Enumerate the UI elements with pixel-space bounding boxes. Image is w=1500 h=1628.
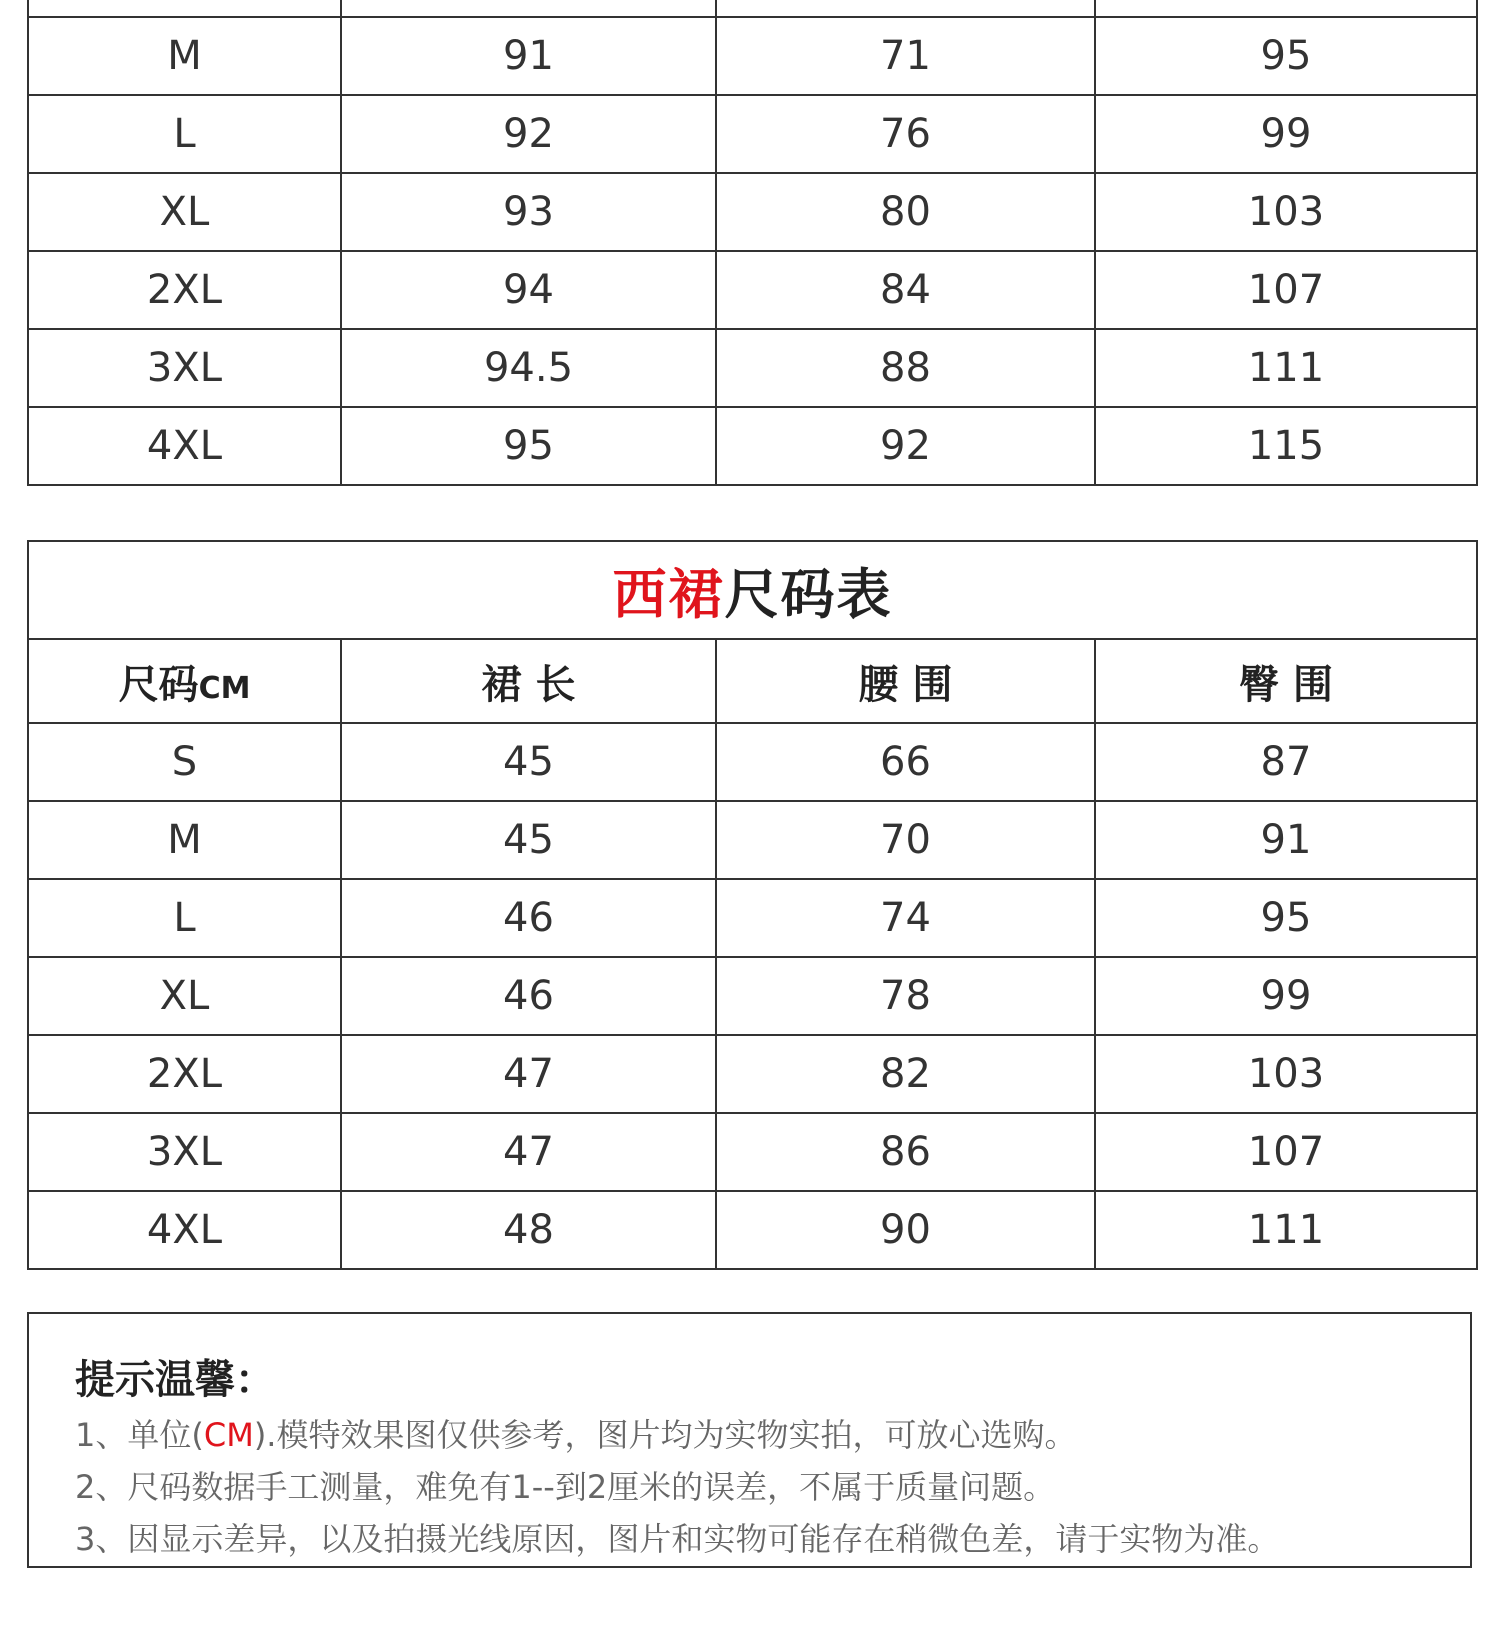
value-cell: 92 (716, 407, 1095, 485)
size-cell: M (28, 17, 341, 95)
hip-cell: 87 (1095, 723, 1477, 801)
value-cell: 115 (1095, 407, 1477, 485)
size-cell: 3XL (28, 329, 341, 407)
table-header-row (28, 639, 1477, 723)
value-cell: 95 (1095, 17, 1477, 95)
table-row (28, 957, 1477, 1035)
table-row (28, 723, 1477, 801)
size-cell: 4XL (28, 1191, 341, 1269)
hip-cell: 111 (1095, 1191, 1477, 1269)
value-cell: 111 (1095, 329, 1477, 407)
length-cell: 45 (341, 801, 716, 879)
value-cell: 94.5 (341, 329, 716, 407)
table-row (28, 173, 1477, 251)
table-row (28, 407, 1477, 485)
skirt-size-table (27, 540, 1478, 1270)
table-title-row (28, 541, 1477, 639)
size-cell: 2XL (28, 251, 341, 329)
value-cell: 84 (716, 251, 1095, 329)
size-cell: L (28, 879, 341, 957)
waist-cell: 78 (716, 957, 1095, 1035)
hip-cell: 91 (1095, 801, 1477, 879)
length-cell: 46 (341, 879, 716, 957)
table-row (28, 251, 1477, 329)
waist-cell: 70 (716, 801, 1095, 879)
header-length: 裙 长 (341, 639, 716, 723)
value-cell: 91 (341, 17, 716, 95)
value-cell: 92 (341, 95, 716, 173)
length-cell: 46 (341, 957, 716, 1035)
hip-cell: 107 (1095, 1113, 1477, 1191)
header-size-label: 尺码 (118, 661, 199, 708)
value-cell: 93 (341, 173, 716, 251)
waist-cell: 74 (716, 879, 1095, 957)
value-cell: 107 (1095, 251, 1477, 329)
value-cell (716, 0, 1095, 17)
length-cell: 47 (341, 1113, 716, 1191)
hip-cell: 95 (1095, 879, 1477, 957)
title-text: 尺码表 (724, 562, 893, 626)
size-cell: 3XL (28, 1113, 341, 1191)
waist-cell: 82 (716, 1035, 1095, 1113)
waist-cell: 66 (716, 723, 1095, 801)
tip-line-1-prefix: 1、单位( (75, 1416, 204, 1454)
tips-title: 提示温馨： (75, 1357, 275, 1403)
value-cell (341, 0, 716, 17)
size-cell: 4XL (28, 407, 341, 485)
size-cell: L (28, 95, 341, 173)
size-cell: XL (28, 173, 341, 251)
tip-line-1-suffix: ).模特效果图仅供参考，图片均为实物实拍，可放心选购。 (253, 1416, 1077, 1454)
table-row (28, 329, 1477, 407)
length-cell: 45 (341, 723, 716, 801)
table-row (28, 0, 1477, 17)
value-cell (1095, 0, 1477, 17)
tip-line-3: 3、因显示差异，以及拍摄光线原因，图片和实物可能存在稍微色差，请于实物为准。 (75, 1520, 1280, 1558)
table-row (28, 1035, 1477, 1113)
table-row (28, 1113, 1477, 1191)
table-title (28, 541, 1477, 639)
header-size-unit: CM (198, 670, 251, 706)
title-highlight: 西裙 (612, 562, 725, 626)
waist-cell: 86 (716, 1113, 1095, 1191)
header-hip: 臀 围 (1095, 639, 1477, 723)
value-cell: 88 (716, 329, 1095, 407)
size-cell: XL (28, 957, 341, 1035)
hip-cell: 103 (1095, 1035, 1477, 1113)
length-cell: 48 (341, 1191, 716, 1269)
value-cell: 80 (716, 173, 1095, 251)
header-waist: 腰 围 (716, 639, 1095, 723)
tips-box (27, 1312, 1472, 1568)
size-cell: S (28, 723, 341, 801)
size-cell: M (28, 801, 341, 879)
hip-cell: 99 (1095, 957, 1477, 1035)
top-size-table (27, 0, 1478, 486)
tip-line-1-unit: CM (203, 1416, 254, 1454)
value-cell: 94 (341, 251, 716, 329)
tip-line-1 (75, 1410, 1076, 1456)
value-cell: 95 (341, 407, 716, 485)
value-cell: 99 (1095, 95, 1477, 173)
table-row (28, 95, 1477, 173)
header-size (28, 639, 341, 723)
table-row (28, 801, 1477, 879)
table-row (28, 17, 1477, 95)
length-cell: 47 (341, 1035, 716, 1113)
waist-cell: 90 (716, 1191, 1095, 1269)
size-cell (28, 0, 341, 17)
table-row (28, 879, 1477, 957)
size-cell: 2XL (28, 1035, 341, 1113)
value-cell: 76 (716, 95, 1095, 173)
value-cell: 71 (716, 17, 1095, 95)
tip-line-2: 2、尺码数据手工测量，难免有1--到2厘米的误差，不属于质量问题。 (75, 1468, 1056, 1506)
value-cell: 103 (1095, 173, 1477, 251)
table-row (28, 1191, 1477, 1269)
